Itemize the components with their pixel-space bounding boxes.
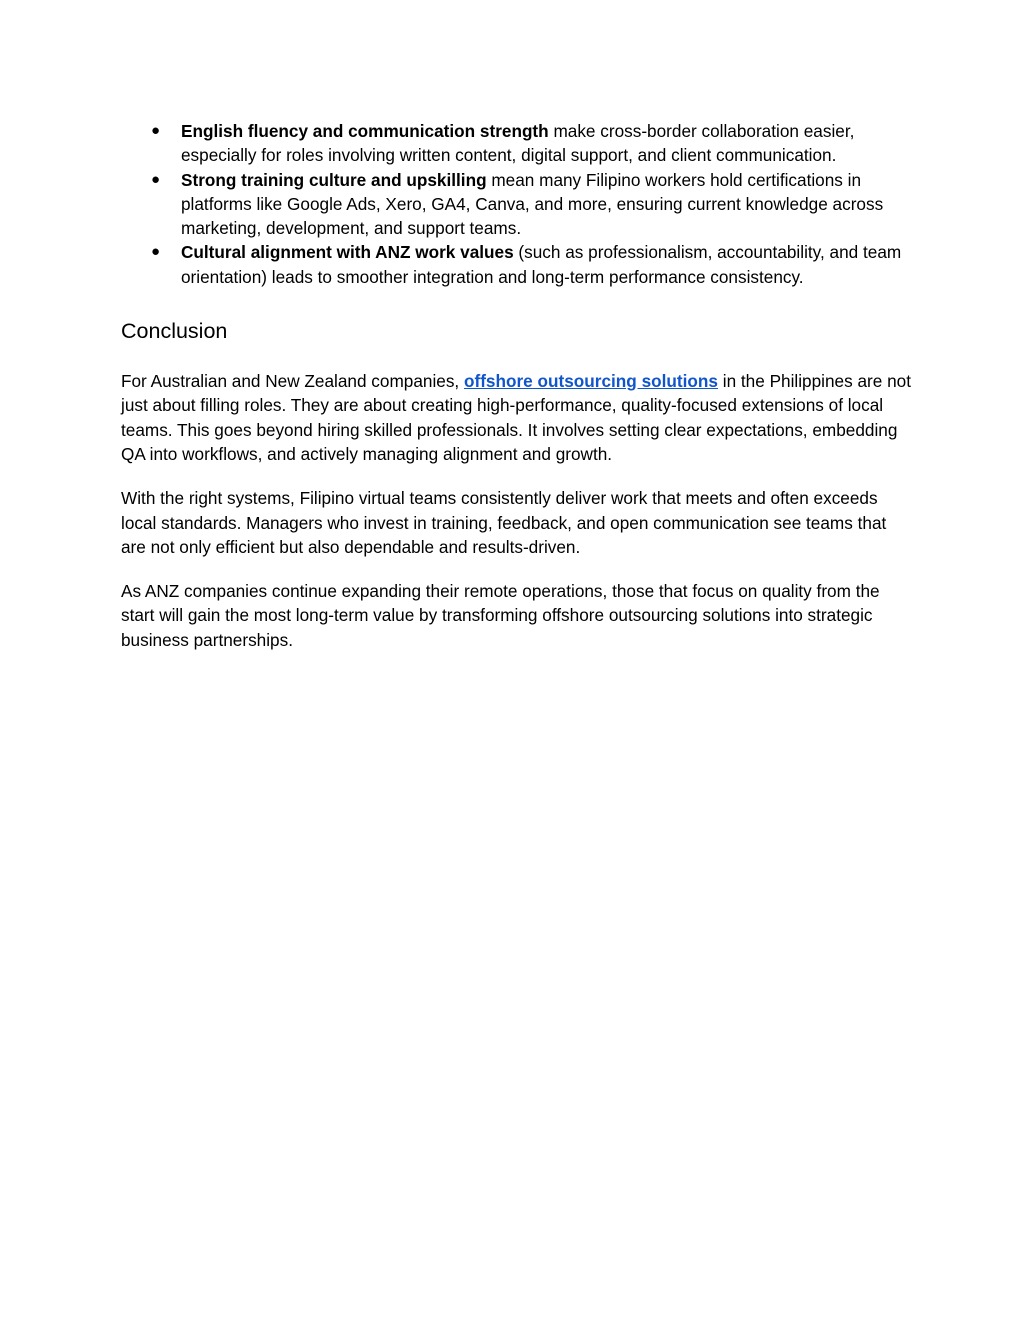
list-item — [121, 168, 911, 241]
bullet-bold-text: Cultural alignment with ANZ work values — [181, 242, 514, 263]
bullet-icon: ● — [151, 170, 161, 188]
benefits-list — [121, 119, 911, 289]
bullet-text: mean many Filipino workers hold certifications in platforms like Google Ads, Xero, GA4, Canva, and more, ensuring current knowledge across marketing, development, and support teams. — [181, 169, 884, 239]
bullet-bold-text: English fluency and communication strength — [181, 121, 549, 141]
conclusion-paragraph-1 — [121, 369, 911, 466]
offshore-outsourcing-link[interactable]: offshore outsourcing solutions — [463, 371, 718, 392]
bullet-text: make cross-border collaboration easier, especially for roles involving written content, digital support, and client communication. — [181, 121, 855, 166]
bullet-icon: ● — [151, 243, 161, 261]
bullet-bold-text: Strong training culture and upskilling — [181, 169, 487, 190]
document-page — [121, 119, 911, 652]
paragraph-text: For Australian and New Zealand companies, — [121, 371, 464, 392]
bullet-text: (such as professionalism, accountability, and team orientation) leads to smoother integration and long-term performance consistency. — [181, 242, 902, 287]
conclusion-paragraph-2: With the right systems, Filipino virtual teams consistently deliver work that meets and often exceeds local standards. Managers who invest in training, feedback, and open communication see teams that are not only efficient but also dependable and results-driven. — [121, 488, 887, 557]
bullet-icon: ● — [151, 122, 161, 139]
list-item — [121, 240, 911, 289]
section-heading-conclusion: Conclusion — [121, 319, 228, 344]
list-item — [121, 119, 911, 168]
paragraph-text: in the Philippines are not just about filling roles. They are about creating high-performance, quality-focused extensions of local teams. This goes beyond hiring skilled professionals. It involves setting clear expectations, embedding QA into workflows, and actively managing alignment and growth. — [121, 371, 911, 464]
conclusion-paragraph-3: As ANZ companies continue expanding their remote operations, those that focus on quality from the start will gain the most long-term value by transforming offshore outsourcing solutions into strategic business partnerships. — [121, 581, 880, 650]
